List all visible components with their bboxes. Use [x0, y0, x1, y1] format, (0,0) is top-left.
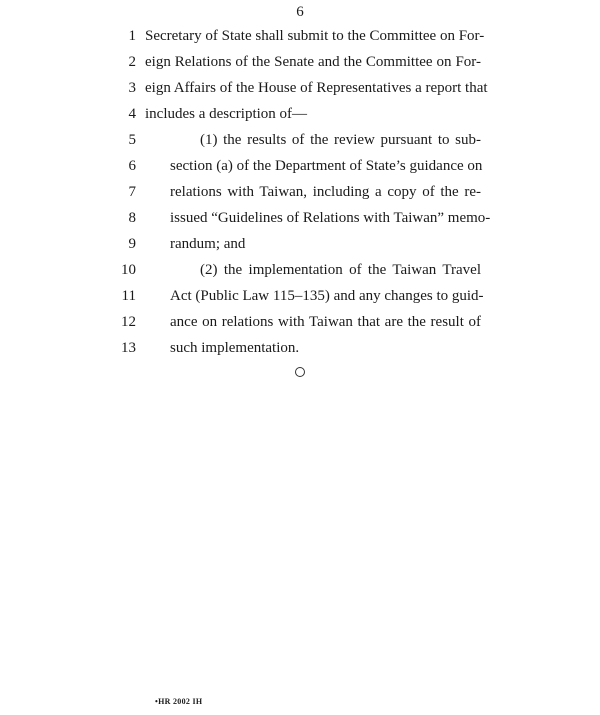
line-text: randum; and	[170, 236, 246, 252]
line-number: 5	[128, 132, 136, 148]
line-number: 11	[121, 288, 136, 304]
text-line	[0, 208, 600, 234]
line-text: ance on relations with Taiwan that are the result of	[170, 314, 481, 330]
text-line	[0, 26, 600, 52]
line-number: 1	[128, 28, 136, 44]
text-line	[0, 104, 600, 130]
text-line	[0, 260, 600, 286]
text-line	[0, 338, 600, 364]
line-text: Secretary of State shall submit to the Committee on For-	[145, 28, 485, 44]
line-number: 3	[128, 80, 136, 96]
line-number: 2	[128, 54, 136, 70]
line-text: (2) the implementation of the Taiwan Travel	[200, 262, 481, 278]
line-text: such implementation.	[170, 340, 300, 356]
text-line	[0, 78, 600, 104]
line-number: 9	[128, 236, 136, 252]
end-of-bill-circle-icon	[295, 367, 305, 377]
line-number: 6	[128, 158, 136, 174]
text-line	[0, 156, 600, 182]
line-number: 7	[128, 184, 136, 200]
line-number: 13	[121, 340, 136, 356]
text-line	[0, 182, 600, 208]
text-line	[0, 286, 600, 312]
line-text: issued “Guidelines of Relations with Taiwan” memo-	[170, 210, 491, 226]
line-text: Act (Public Law 115–135) and any changes to guid-	[170, 288, 484, 304]
page-number: 6	[296, 4, 304, 20]
text-line	[0, 234, 600, 260]
bill-identifier-footer: •HR 2002 IH	[155, 697, 203, 706]
line-number: 4	[128, 106, 136, 122]
line-text: includes a description of—	[145, 106, 308, 122]
text-line	[0, 52, 600, 78]
line-number: 12	[121, 314, 136, 330]
line-text: section (a) of the Department of State’s guidance on	[170, 158, 483, 174]
text-line	[0, 130, 600, 156]
line-number: 10	[121, 262, 136, 278]
line-number: 8	[128, 210, 136, 226]
line-text: (1) the results of the review pursuant to sub-	[200, 132, 481, 148]
text-line	[0, 312, 600, 338]
line-text: eign Affairs of the House of Representatives a report that	[145, 80, 488, 96]
line-text: eign Relations of the Senate and the Committee on For-	[145, 54, 481, 70]
line-text: relations with Taiwan, including a copy of the re-	[170, 184, 481, 200]
